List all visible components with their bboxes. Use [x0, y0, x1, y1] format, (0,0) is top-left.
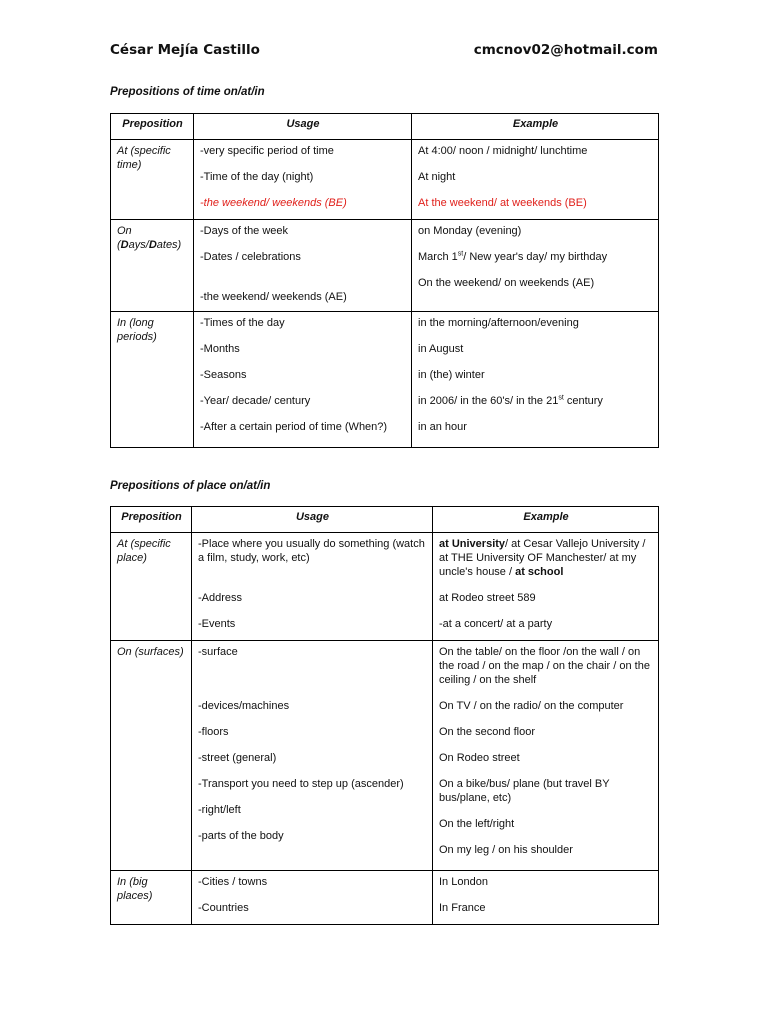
usage-cell: -Cities / towns -Countries: [192, 871, 433, 925]
author-email: cmcnov02@hotmail.com: [473, 42, 658, 58]
col-header: Example: [412, 114, 659, 140]
table-row: [111, 220, 659, 312]
usage-cell: -surface -devices/machines -floors -street (general) -Transport you need to step up (ascender) -right/left -parts of the body: [192, 641, 433, 871]
preposition-cell: In (big places): [111, 871, 192, 925]
usage-cell: -very specific period of time -Time of the day (night) -the weekend/ weekends (BE): [194, 140, 412, 220]
example-cell: in the morning/afternoon/evening in August in (the) winter in 2006/ in the 60's/ in the 21st century in an hour: [412, 312, 659, 448]
place-table: [110, 506, 659, 925]
col-header: Preposition: [111, 507, 192, 533]
preposition-cell: At (specific place): [111, 533, 192, 641]
table-header-row: [111, 507, 659, 533]
place-section-title: Prepositions of place on/at/in: [110, 480, 271, 492]
table-row: [111, 312, 659, 448]
usage-cell: -Place where you usually do something (watch a film, study, work, etc) -Address -Events: [192, 533, 433, 641]
table-row: [111, 140, 659, 220]
preposition-cell: In (long periods): [111, 312, 194, 448]
example-cell: In London In France: [433, 871, 659, 925]
time-section-title: Prepositions of time on/at/in: [110, 86, 265, 98]
time-table: [110, 113, 659, 448]
usage-cell: -Times of the day -Months -Seasons -Year/ decade/ century -After a certain period of time (When?): [194, 312, 412, 448]
preposition-cell: At (specific time): [111, 140, 194, 220]
preposition-cell: On (surfaces): [111, 641, 192, 871]
col-header: Preposition: [111, 114, 194, 140]
table-row: [111, 641, 659, 871]
author-name: César Mejía Castillo: [110, 42, 260, 58]
col-header: Usage: [192, 507, 433, 533]
col-header: Example: [433, 507, 659, 533]
example-cell: On the table/ on the floor /on the wall / on the road / on the map / on the chair / on the ceiling / on the shelf On TV / on the radio/ on the computer On the second floor On Rodeo street On a bike/bus/ plane (but travel BY bus/plane, etc) On the left/right On my leg / on his shoulder: [433, 641, 659, 871]
preposition-cell: On (Days/Dates): [111, 220, 194, 312]
example-cell: on Monday (evening) March 1st/ New year's day/ my birthday On the weekend/ on weekends (AE): [412, 220, 659, 312]
table-header-row: [111, 114, 659, 140]
table-row: [111, 533, 659, 641]
col-header: Usage: [194, 114, 412, 140]
example-cell: At 4:00/ noon / midnight/ lunchtime At night At the weekend/ at weekends (BE): [412, 140, 659, 220]
example-cell: at University/ at Cesar Vallejo University / at THE University OF Manchester/ at my uncle's house / at school at Rodeo street 589 -at a concert/ at a party: [433, 533, 659, 641]
table-row: [111, 871, 659, 925]
usage-cell: -Days of the week -Dates / celebrations -the weekend/ weekends (AE): [194, 220, 412, 312]
